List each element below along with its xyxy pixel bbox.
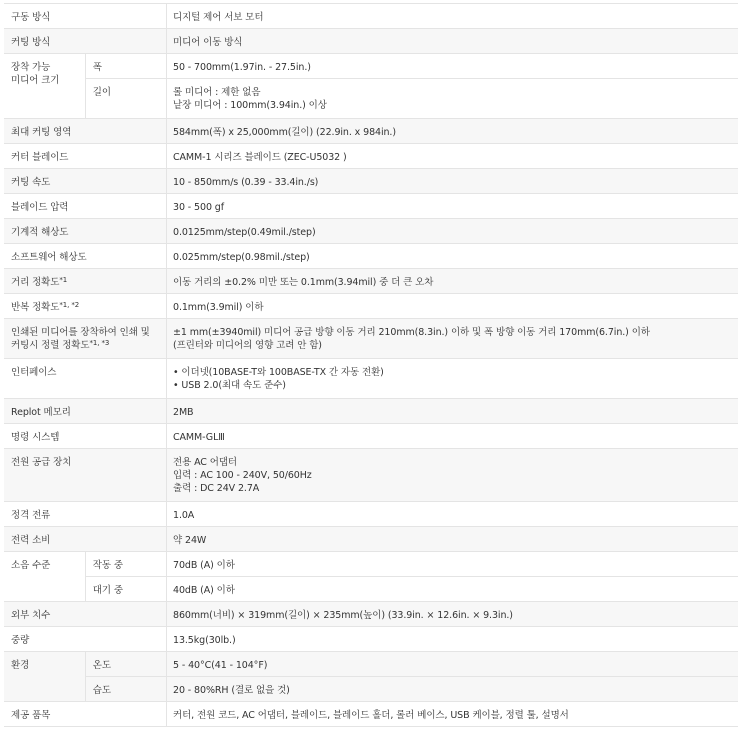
spec-sublabel-cell	[85, 677, 166, 702]
spec-label: 블레이드 압력	[11, 202, 69, 213]
spec-label-cell	[4, 144, 167, 169]
spec-value-cell	[167, 359, 739, 399]
footnote-marker: *1	[59, 276, 68, 284]
spec-row	[4, 652, 738, 677]
spec-label-cell	[4, 399, 167, 424]
spec-value: 0.0125mm/step(0.49mil./step)	[173, 227, 316, 238]
spec-value: 30 - 500 gf	[173, 202, 224, 213]
spec-label: 기계적 해상도	[11, 227, 69, 238]
spec-value: 2MB	[173, 407, 194, 418]
spec-row	[4, 144, 738, 169]
spec-value: 50 - 700mm(1.97in. - 27.5in.)	[173, 62, 311, 73]
spec-value-cell	[167, 169, 739, 194]
spec-value: 5 - 40°C(41 - 104°F)	[173, 660, 268, 671]
spec-value-cell	[167, 4, 739, 29]
spec-label-cell	[4, 29, 167, 54]
spec-label-cell	[4, 169, 167, 194]
spec-value: ±1 mm(±3940mil) 미디어 공급 방향 이동 거리 210mm(8.3in.) 이하 및 폭 방향 이동 거리 170mm(6.7in.) 이하	[173, 327, 650, 338]
spec-label-cell	[4, 219, 167, 244]
spec-row	[4, 359, 738, 399]
spec-value: 0.1mm(3.9mil) 이하	[173, 302, 264, 313]
spec-row	[4, 119, 738, 144]
spec-value: 약 24W	[173, 535, 207, 546]
spec-sublabel: 폭	[92, 62, 102, 73]
spec-value-cell	[167, 627, 739, 652]
spec-label: 명령 시스템	[11, 432, 60, 443]
spec-row	[4, 627, 738, 652]
spec-label: 커터 블레이드	[11, 152, 69, 163]
spec-row	[4, 294, 738, 319]
spec-value-cell	[167, 677, 739, 702]
spec-table	[4, 3, 738, 727]
spec-value-cell	[167, 219, 739, 244]
spec-row	[4, 219, 738, 244]
spec-sublabel-cell	[85, 79, 166, 119]
spec-value-cell	[167, 502, 739, 527]
spec-value-cell	[167, 194, 739, 219]
spec-value-cell	[167, 29, 739, 54]
spec-row	[4, 194, 738, 219]
footnote-marker: *1, *2	[59, 301, 80, 309]
spec-label: 커팅 속도	[11, 177, 51, 188]
spec-value: 1.0A	[173, 510, 195, 521]
footnote-marker: *1, *3	[89, 339, 110, 347]
spec-value-cell	[167, 319, 739, 359]
spec-label-cell	[4, 552, 85, 602]
spec-value-cell	[167, 294, 739, 319]
spec-value: 0.025mm/step(0.98mil./step)	[173, 252, 310, 263]
spec-label: 전력 소비	[11, 535, 51, 546]
spec-row	[4, 79, 738, 119]
spec-label: 정격 전류	[11, 510, 51, 521]
spec-value-cell	[167, 652, 739, 677]
spec-row	[4, 54, 738, 79]
spec-value-cell	[167, 144, 739, 169]
spec-row	[4, 552, 738, 577]
spec-row	[4, 399, 738, 424]
spec-label-cell	[4, 319, 167, 359]
spec-label: 환경	[11, 660, 30, 671]
spec-row	[4, 602, 738, 627]
spec-label: 최대 커팅 영역	[11, 127, 72, 138]
spec-value: 출력 : DC 24V 2.7A	[173, 483, 260, 494]
spec-row	[4, 169, 738, 194]
spec-row	[4, 244, 738, 269]
spec-label: 외부 치수	[11, 610, 51, 621]
spec-value: 입력 : AC 100 - 240V, 50/60Hz	[173, 470, 312, 481]
spec-row	[4, 702, 738, 727]
spec-value: 이동 거리의 ±0.2% 미만 또는 0.1mm(3.94mil) 중 더 큰 오차	[173, 277, 434, 288]
spec-value: 20 - 80%RH (결로 없을 것)	[173, 685, 290, 696]
spec-sublabel-cell	[85, 54, 166, 79]
spec-label-cell	[4, 652, 85, 702]
spec-label-cell	[4, 359, 167, 399]
spec-label-cell	[4, 54, 85, 119]
spec-row	[4, 269, 738, 294]
spec-row	[4, 577, 738, 602]
spec-row	[4, 449, 738, 502]
spec-value: 낱장 미디어 : 100mm(3.94in.) 이상	[173, 100, 327, 111]
spec-label: 소프트웨어 해상도	[11, 252, 87, 263]
spec-value: CAMM-GLⅢ	[173, 432, 225, 443]
spec-label: 소음 수준	[11, 560, 51, 571]
spec-label-cell	[4, 269, 167, 294]
spec-label: 인쇄된 미디어를 장착하여 인쇄 및 커팅시 정렬 정확도	[11, 327, 150, 351]
spec-label-cell	[4, 627, 167, 652]
spec-value-cell	[167, 399, 739, 424]
spec-value: • USB 2.0(최대 속도 준수)	[173, 380, 286, 391]
spec-value: 디지털 제어 서보 모터	[173, 12, 264, 23]
spec-label: 미디어 크기	[11, 75, 60, 86]
spec-row	[4, 502, 738, 527]
spec-row	[4, 677, 738, 702]
spec-value-cell	[167, 79, 739, 119]
spec-value: 10 - 850mm/s (0.39 - 33.4in./s)	[173, 177, 319, 188]
spec-label-cell	[4, 449, 167, 502]
spec-value: (프린터와 미디어의 영향 고려 안 함)	[173, 340, 322, 351]
spec-label: 반복 정확도	[11, 302, 60, 313]
spec-value-cell	[167, 244, 739, 269]
spec-label-cell	[4, 294, 167, 319]
spec-label: 거리 정확도	[11, 277, 60, 288]
spec-row	[4, 4, 738, 29]
spec-value-cell	[167, 702, 739, 727]
spec-value: 860mm(너비) × 319mm(길이) × 235mm(높이) (33.9in. × 12.6in. × 9.3in.)	[173, 610, 513, 621]
spec-value-cell	[167, 449, 739, 502]
spec-sublabel: 대기 중	[92, 585, 123, 596]
spec-label: 장착 가능	[11, 62, 51, 73]
spec-sublabel: 길이	[92, 87, 111, 98]
spec-value-cell	[167, 54, 739, 79]
spec-value-cell	[167, 424, 739, 449]
spec-value: 롤 미디어 : 제한 없음	[173, 87, 261, 98]
spec-row	[4, 424, 738, 449]
spec-value: 미디어 이동 방식	[173, 37, 243, 48]
spec-sublabel: 습도	[92, 685, 111, 696]
spec-value: CAMM-1 시리즈 블레이드 (ZEC-U5032 )	[173, 152, 347, 163]
spec-label-cell	[4, 502, 167, 527]
spec-label-cell	[4, 244, 167, 269]
spec-sublabel-cell	[85, 552, 166, 577]
spec-row	[4, 29, 738, 54]
spec-value-cell	[167, 119, 739, 144]
spec-row	[4, 319, 738, 359]
spec-value: 커터, 전원 코드, AC 어댑터, 블레이드, 블레이드 홀더, 롤러 베이스, USB 케이블, 정렬 툴, 설명서	[173, 710, 569, 721]
spec-value-cell	[167, 602, 739, 627]
spec-label: 중량	[11, 635, 30, 646]
spec-sublabel: 온도	[92, 660, 111, 671]
spec-value: 13.5kg(30lb.)	[173, 635, 236, 646]
spec-sublabel: 작동 중	[92, 560, 123, 571]
spec-value-cell	[167, 552, 739, 577]
spec-label: 구동 방식	[11, 12, 51, 23]
spec-label: 전원 공급 장치	[11, 457, 72, 468]
spec-value-cell	[167, 577, 739, 602]
spec-label-cell	[4, 702, 167, 727]
spec-label-cell	[4, 424, 167, 449]
spec-value: 전용 AC 어댑터	[173, 457, 237, 468]
spec-label: Replot 메모리	[11, 407, 71, 418]
spec-value-cell	[167, 269, 739, 294]
spec-label: 인터페이스	[11, 367, 57, 378]
spec-label-cell	[4, 194, 167, 219]
spec-value: 584mm(폭) x 25,000mm(길이) (22.9in. x 984in.)	[173, 127, 396, 138]
spec-value: 40dB (A) 이하	[173, 585, 235, 596]
spec-label-cell	[4, 527, 167, 552]
spec-row	[4, 527, 738, 552]
spec-label: 커팅 방식	[11, 37, 51, 48]
spec-sublabel-cell	[85, 577, 166, 602]
spec-label: 제공 품목	[11, 710, 51, 721]
spec-table-body	[4, 4, 738, 727]
spec-sublabel-cell	[85, 652, 166, 677]
spec-value: 70dB (A) 이하	[173, 560, 235, 571]
spec-label-cell	[4, 602, 167, 627]
spec-value: • 이더넷(10BASE-T와 100BASE-TX 간 자동 전환)	[173, 367, 384, 378]
spec-value-cell	[167, 527, 739, 552]
spec-label-cell	[4, 119, 167, 144]
spec-label-cell	[4, 4, 167, 29]
